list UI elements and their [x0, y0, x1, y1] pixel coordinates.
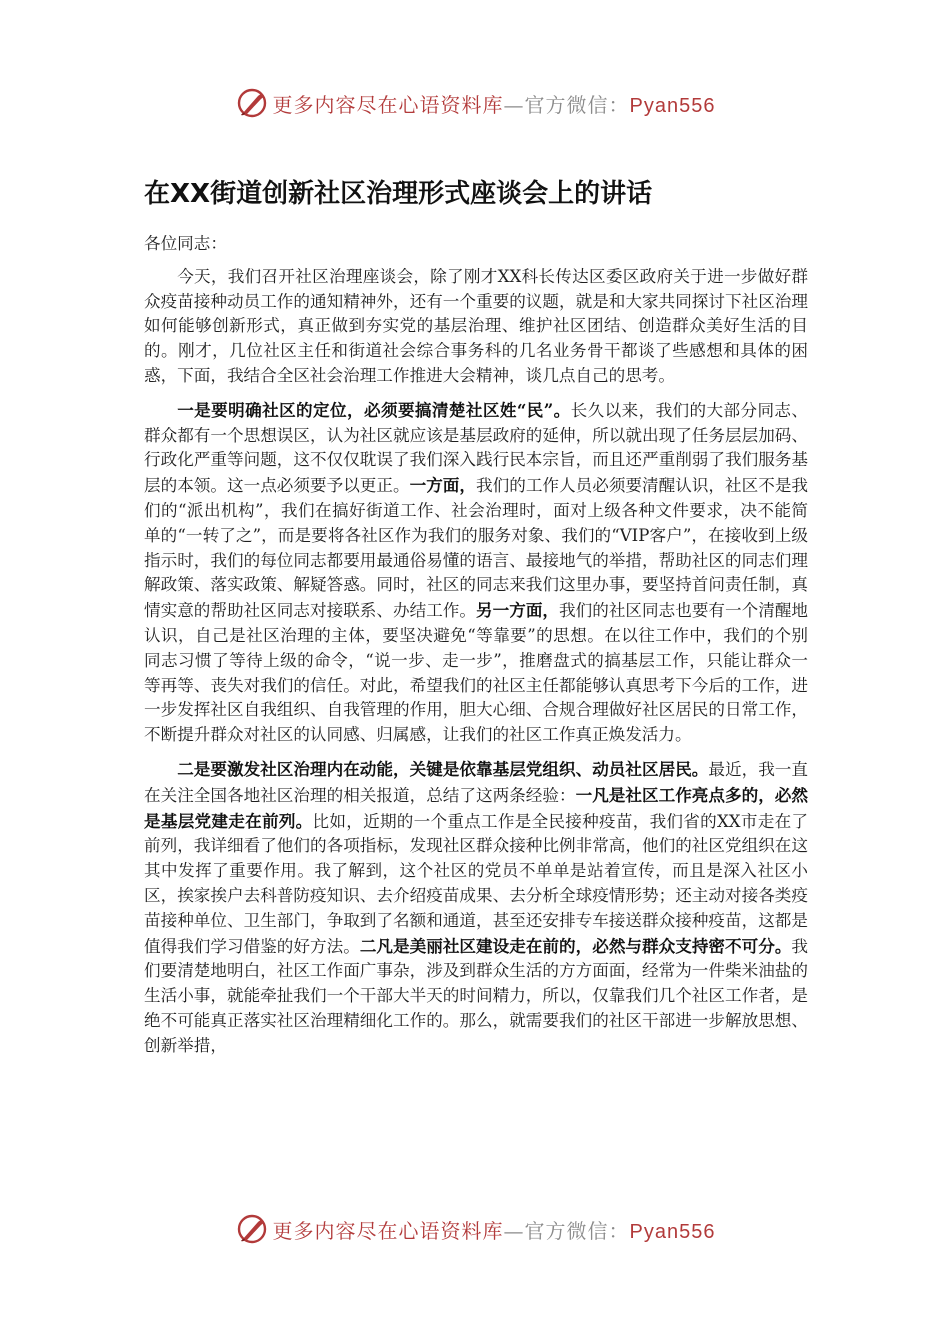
- point-two-heading: 二是要激发社区治理内在动能，关键是依靠基层党组织、动员社区居民。: [177, 758, 709, 779]
- paragraph-2: [144, 398, 808, 748]
- banner-wechat-id: Pyan556: [629, 94, 716, 117]
- point-two-text: 最近，我一直在关注全国各地社区治理的相关报道，总结了这两条经验：: [144, 759, 809, 805]
- footer-banner: [0, 1209, 950, 1249]
- document-title: 在XX街道创新社区治理形式座谈会上的讲话: [144, 179, 653, 209]
- document-body: [144, 232, 808, 1068]
- paragraph-3: [144, 757, 808, 1059]
- experience-one-heading: 一凡是社区工作亮点多的，必然是基层党建走在前列。: [144, 784, 809, 831]
- second-aspect-heading: 另一方面，: [476, 600, 560, 621]
- salutation: 各位同志：: [144, 234, 227, 253]
- brush-logo-icon: [235, 1212, 269, 1246]
- banner-separator-text: —官方微信：: [503, 1218, 630, 1243]
- banner-main-text: 更多内容尽在心语资料库: [272, 1218, 504, 1243]
- paragraph-1: 今天，我们召开社区治理座谈会，除了刚才XX科长传达区委区政府关于进一步做好群众疫苗接种动员工作的通知精神外，还有一个重要的议题，就是和大家共同探讨下社区治理如何能够创新形式，真正做到夯实党的基层治理、维护社区团结、创造群众美好生活的目的。刚才，几位社区主任和街道社会综合事务科的几名业务骨干都谈了些感想和具体的困惑，下面，我结合全区社会治理工作推进大会精神，谈几点自己的思考。: [144, 266, 808, 385]
- banner-wechat-id: Pyan556: [629, 1220, 716, 1243]
- first-aspect-text: 我们的工作人员必须要清醒认识，社区不是我们的“派出机构”，我们在搞好街道工作、社会治理时，面对上级各种文件要求，决不能简单的“一转了之”，而是要将各社区作为我们的服务对象、我们的“VIP客户”，在接收到上级指示时，我们的每位同志都要用最通俗易懂的语言、最接地气的举措，帮助社区的同志们理解政策、落实政策、解疑答惑。同时，社区的同志来我们这里办事，要坚持首问责任制，真情实意的帮助社区同志对接联系、办结工作。: [144, 476, 809, 621]
- experience-two-text: 我们要清楚地明白，社区工作面广事杂，涉及到群众生活的方方面面，经常为一件柴米油盐的生活小事，就能牵扯我们一个干部大半天的时间精力，所以，仅靠我们几个社区工作者，是绝不可能真正落实社区治理精细化工作的。那么，就需要我们的社区干部进一步解放思想、创新举措，: [144, 936, 809, 1055]
- point-one-text: 长久以来，我们的大部分同志、群众都有一个思想误区，认为社区就应该是基层政府的延伸，所以就出现了任务层层加码、行政化严重等问题，这不仅仅耽误了我们深入践行民本宗旨，而且还严重削弱了我们服务基层的本领。这一点必须要予以更正。: [144, 400, 809, 496]
- banner-text: [273, 89, 716, 118]
- banner-main-text: 更多内容尽在心语资料库: [272, 92, 504, 117]
- second-aspect-text: 我们的社区同志也要有一个清醒地认识，自己是社区治理的主体，要坚决避免“等靠要”的思想。在以往工作中，我们的个别同志习惯了等待上级的命令，“说一步、走一步”，推磨盘式的搞基层工作，只能让群众一等再等、丧失对我们的信任。对此，希望我们的社区主任都能够认真思考下今后的工作，进一步发挥社区自我组织、自我管理的作用，胆大心细、合规合理做好社区居民的日常工作，不断提升群众对社区的认同感、归属感，让我们的社区工作真正焕发活力。: [144, 601, 809, 745]
- point-one-heading: 一是要明确社区的定位，必须要搞清楚社区姓“民”。: [177, 399, 571, 420]
- first-aspect-heading: 一方面，: [409, 475, 477, 496]
- experience-one-text: 比如，近期的一个重点工作是全民接种疫苗，我们省的XX市走在了前列，我详细看了他们的各项指标，发现社区群众接种比例非常高，他们的社区党组织在这其中发挥了重要作用。我了解到，这个社区的党员不单单是站着宣传，而且是深入社区小区，挨家挨户去科普防疫知识、去介绍疫苗成果、去分析全球疫情形势；还主动对接各类疫苗接种单位、卫生部门，争取到了名额和通道，甚至还安排专车接送群众接种疫苗，这都是值得我们学习借鉴的好方法。: [144, 811, 809, 956]
- experience-two-heading: 二凡是美丽社区建设走在前的，必然与群众支持密不可分。: [359, 935, 792, 956]
- header-banner: [0, 83, 950, 123]
- banner-text: [273, 1215, 716, 1244]
- banner-separator-text: —官方微信：: [503, 92, 630, 117]
- brush-logo-icon: [235, 86, 269, 120]
